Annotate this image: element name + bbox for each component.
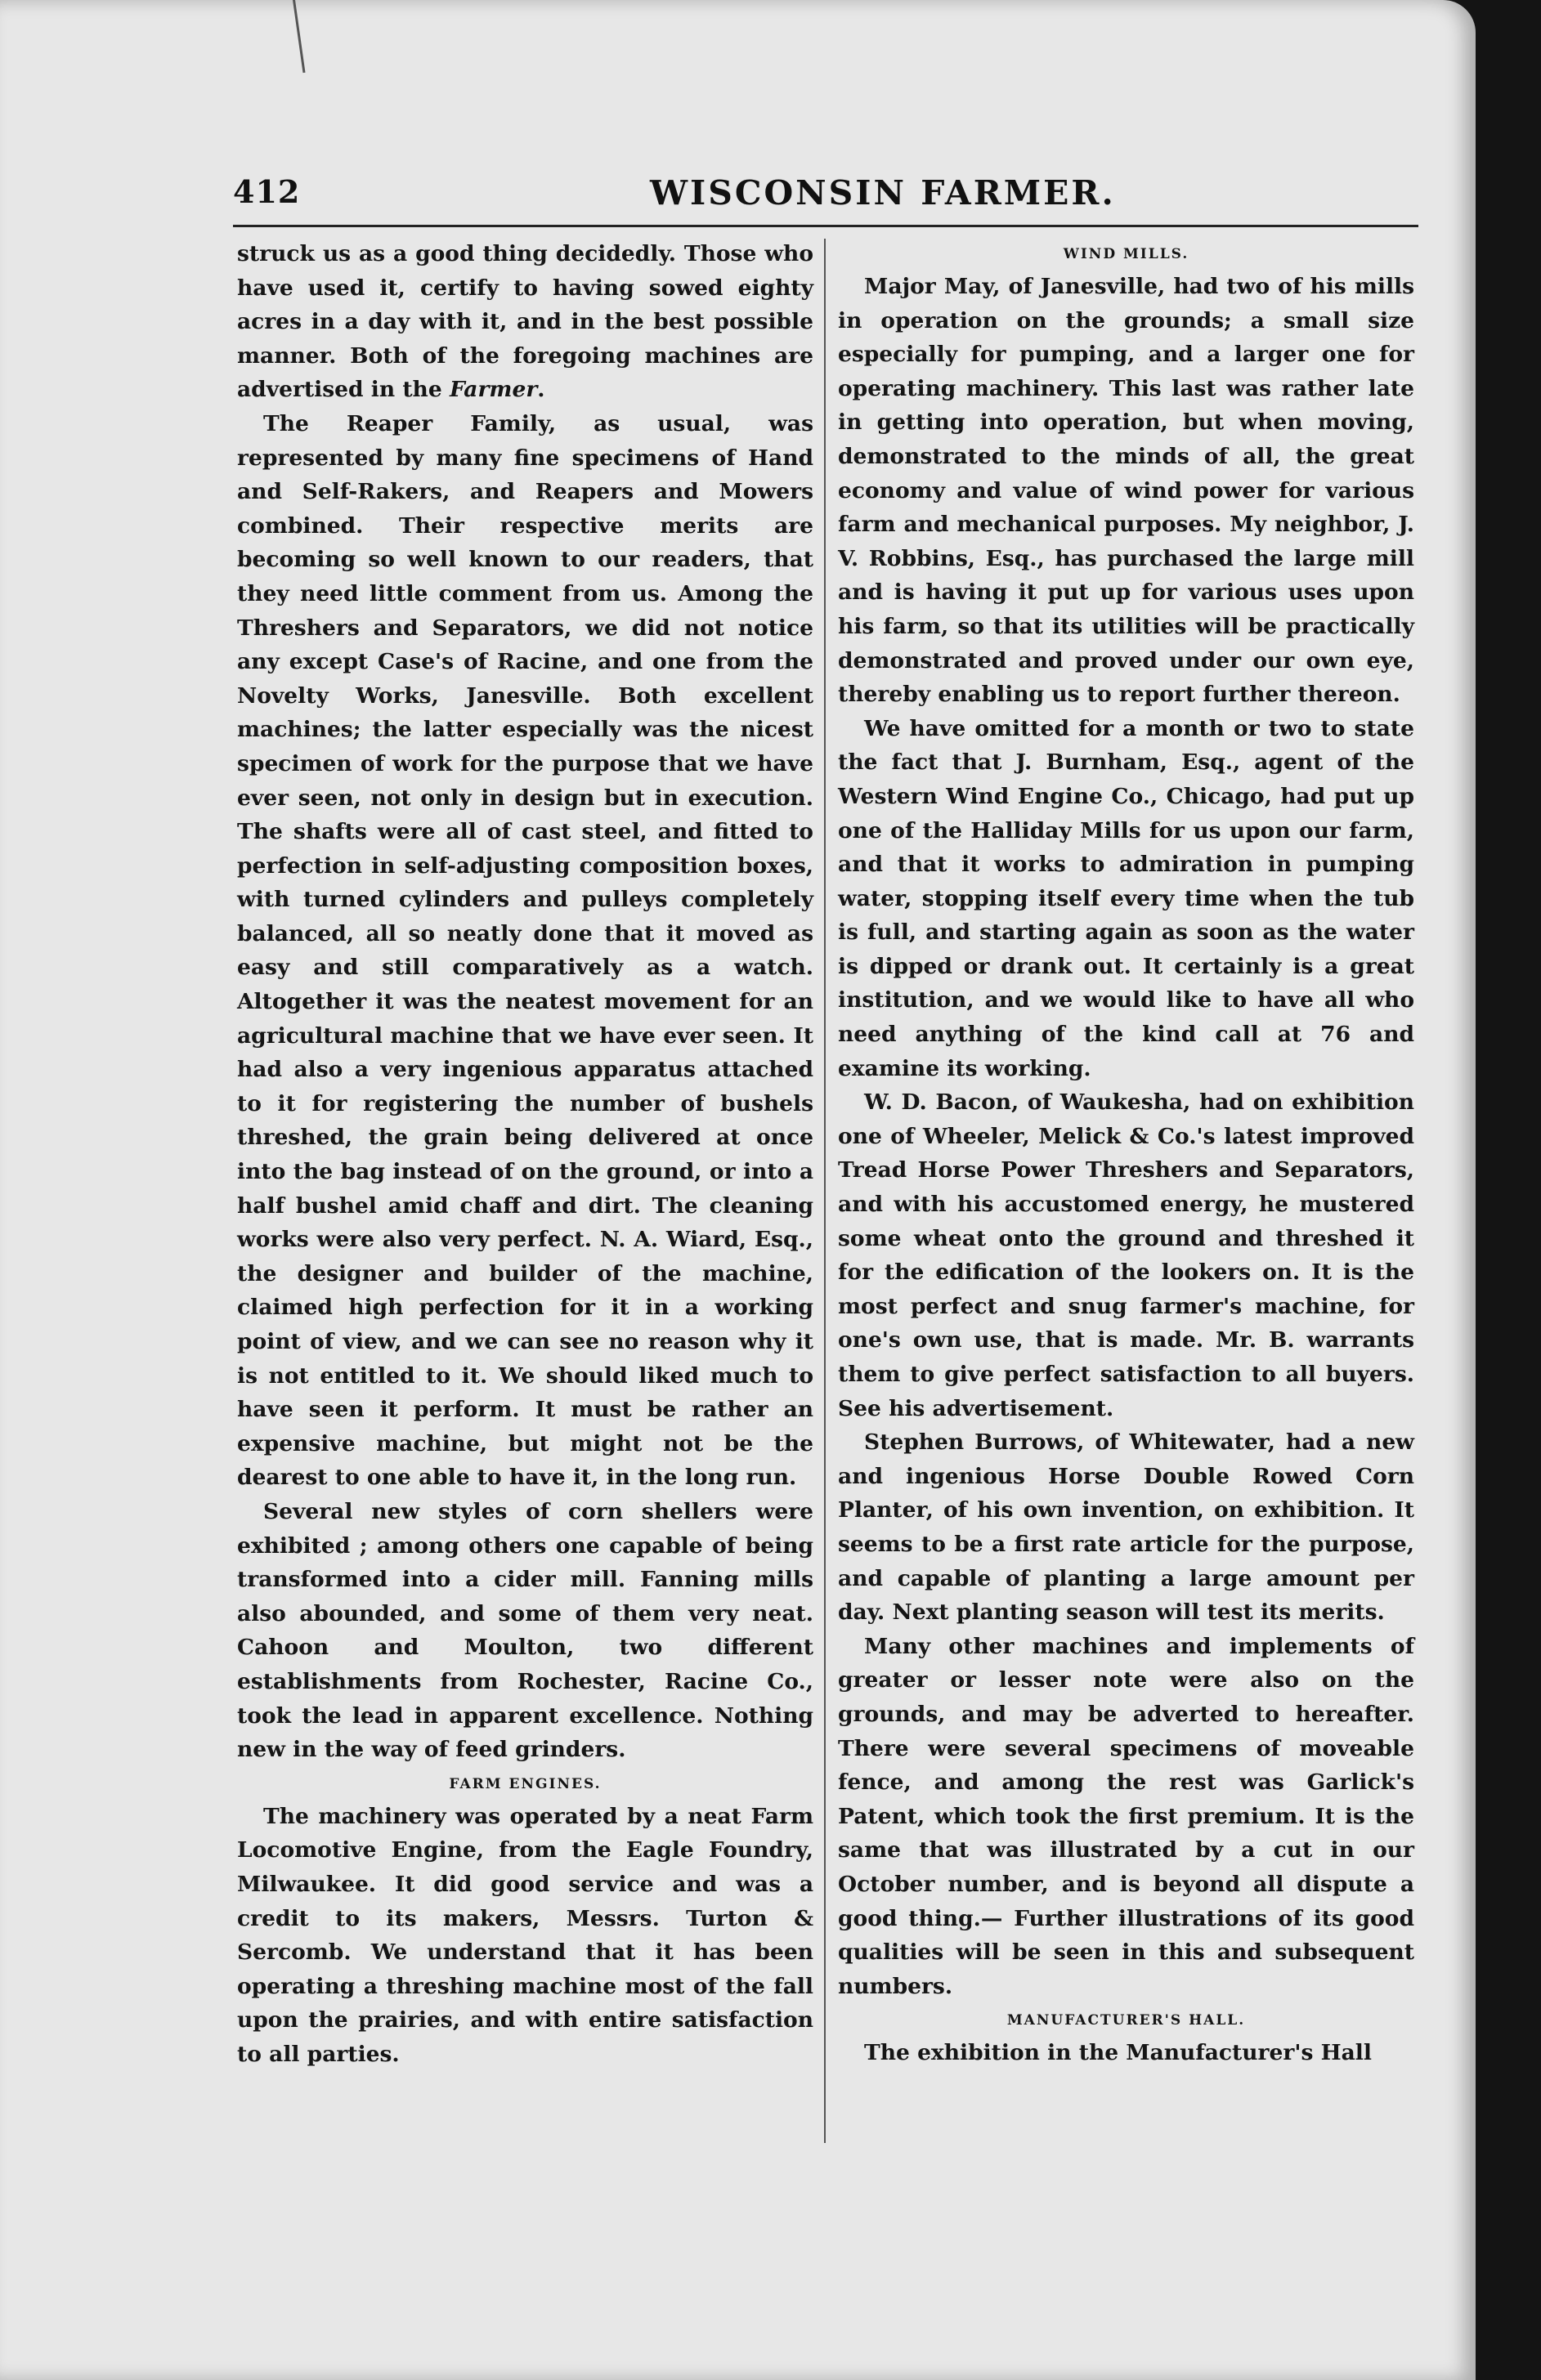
running-title: WISCONSIN FARMER. xyxy=(650,173,1116,212)
section-heading-wind-mills: WIND MILLS. xyxy=(1063,246,1189,262)
paragraph: Several new styles of corn shellers were exhibited ; among others one capable of being transformed into a cider mill. Fanning mills also abounded, and some of them very neat. Cahoon and Moulton, two different establishments from Rochester, Racine Co., took the lead in apparent excellence. Nothing new in the way of feed grinders. xyxy=(237,1498,813,1763)
paragraph: W. D. Bacon, of Waukesha, had on exhibition one of Wheeler, Melick & Co.'s latest improved Tread Horse Power Threshers and Separators, and with his accustomed energy, he mustered some wheat onto the ground and threshed it for the edification of the lookers on. It is the most perfect and snug farmer's machine, for one's own use, that is made. Mr. B. warrants them to give perfect satisfaction to all buyers. See his advertisement. xyxy=(838,1089,1414,1421)
paragraph: struck us as a good thing decidedly. Those who have used it, certify to having sowed eighty acres in a day with it, and in the best possible manner. Both of the foregoing machines are advertised in the Farmer. xyxy=(237,241,813,403)
page-number: 412 xyxy=(233,173,301,210)
paragraph: The Reaper Family, as usual, was represented by many fine specimens of Hand and Self-Rakers, and Reapers and Mowers combined. Their respective merits are becoming so well known to our readers, that they need little comment from us. Among the Threshers and Separators, we did not notice any except Case's of Racine, and one from the Novelty Works, Janesville. Both excellent machines; the latter especially was the nicest specimen of work for the purpose that we have ever seen, not only in design but in execution. The shafts were all of cast steel, and fitted to perfection in self-adjusting composition boxes, with turned cylinders and pulleys completely balanced, all so neatly done that it moved as easy and still comparatively as a watch. Altogether it was the neatest movement for an agricultural machine that we have ever seen. It had also a very ingenious apparatus attached to it for registering the number of bushels threshed, the grain being delivered at once into the bag instead of on the ground, or into a half bushel amid chaff and dirt. The cleaning works were also very perfect. N. A. Wiard, Esq., the designer and builder of the machine, claimed high perfection for it in a working point of view, and we can see no reason why it is not entitled to it. We should liked much to have seen it perform. It must be rather an expensive machine, but might not be the dearest to one able to have it, in the long run. xyxy=(237,410,813,1491)
paragraph: Many other machines and implements of greater or lesser note were also on the grounds, and may be adverted to hereafter. There were several specimens of moveable fence, and among the rest was Garlick's Patent, which took the first premium. It is the same that was illustrated by a cut in our October number, and is beyond all dispute a good thing.— Further illustrations of its good qualities will be seen in this and subsequent numbers. xyxy=(838,1633,1414,1999)
left-column xyxy=(237,237,813,2071)
section-heading-manufacturers-hall: MANUFACTURER'S HALL. xyxy=(1006,2012,1246,2029)
header-rule xyxy=(233,225,1418,227)
margin-pencil-line xyxy=(293,0,305,73)
section-heading-farm-engines: FARM ENGINES. xyxy=(449,1775,602,1792)
right-column xyxy=(838,237,1414,2070)
page-header xyxy=(233,173,1418,222)
paragraph: Major May, of Janesville, had two of his mills in operation on the grounds; a small size especially for pumping, and a larger one for operating machinery. This last was rather late in getting into operation, but when moving, demonstrated to the minds of all, the great economy and value of wind power for various farm and mechanical purposes. My neighbor, J. V. Robbins, Esq., has purchased the large mill and is having it put up for various uses upon his farm, so that its utilities will be practically demonstrated and proved under our own eye, thereby enabling us to report further thereon. xyxy=(838,274,1414,708)
column-divider xyxy=(824,239,826,2143)
paragraph: The machinery was operated by a neat Farm Locomotive Engine, from the Eagle Foundry, Milwaukee. It did good service and was a credit to its makers, Messrs. Turton & Sercomb. We understand that it has been operating a threshing machine most of the fall upon the prairies, and with entire satisfaction to all parties. xyxy=(237,1803,813,2067)
paragraph: Stephen Burrows, of Whitewater, had a new and ingenious Horse Double Rowed Corn Planter, of his own invention, on exhibition. It seems to be a first rate article for the purpose, and capable of planting a large amount per day. Next planting season will test its merits. xyxy=(838,1429,1414,1626)
paragraph: The exhibition in the Manufacturer's Hall xyxy=(864,2040,1372,2066)
paragraph: We have omitted for a month or two to state the fact that J. Burnham, Esq., agent of the Western Wind Engine Co., Chicago, had put up one of the Halliday Mills for us upon our farm, and that it works to admiration in pumping water, stopping itself every time when the tub is full, and starting again as soon as the water is dipped or drank out. It certainly is a great institution, and we would like to have all who need anything of the kind call at 76 and examine its working. xyxy=(838,715,1414,1081)
